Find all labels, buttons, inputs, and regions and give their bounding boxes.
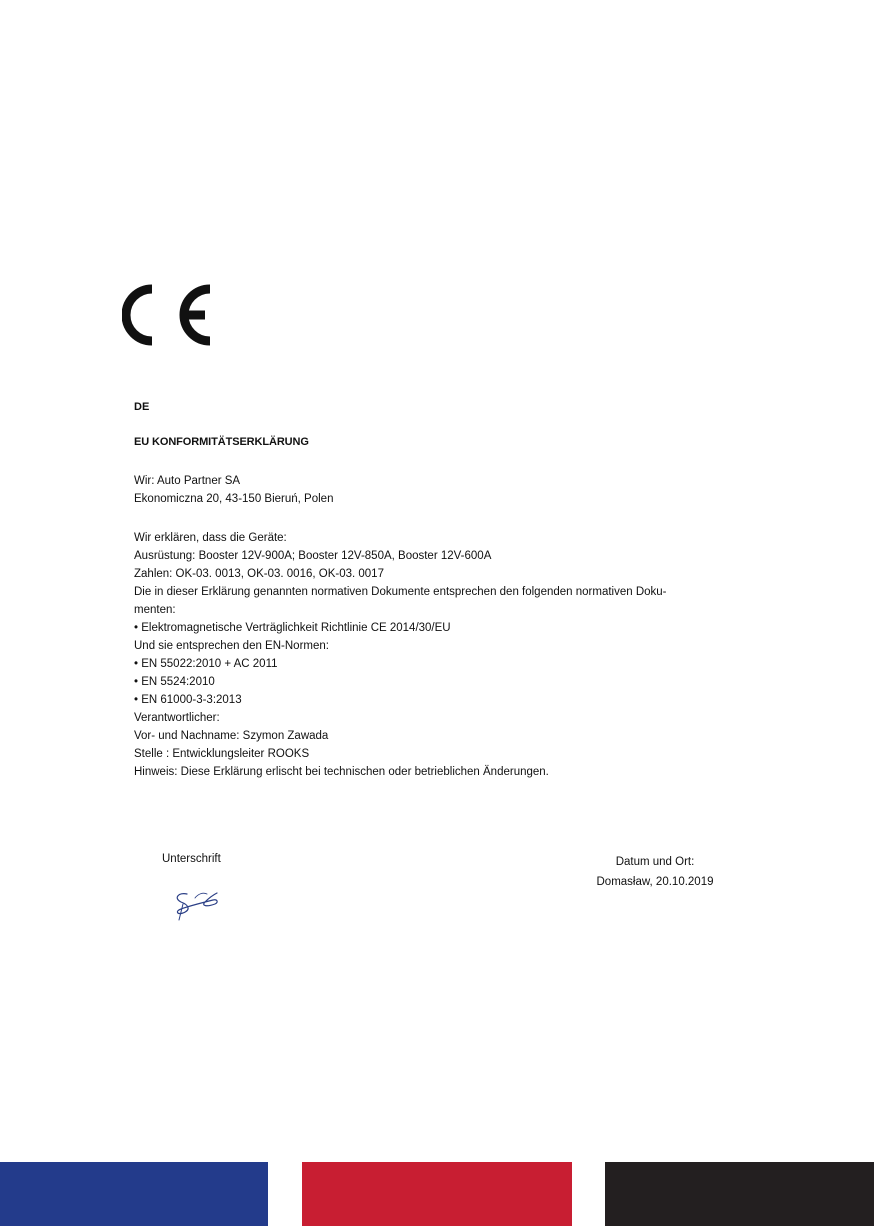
body-line-intro: Wir erklären, dass die Geräte: (134, 532, 287, 544)
body-line-normative: Die in dieser Erklärung genannten normativen Dokumente entsprechen den folgenden normativen Doku- (134, 586, 667, 598)
document-title: EU KONFORMITÄTSERKLÄRUNG (134, 436, 309, 448)
ce-marking-logo (122, 281, 218, 349)
body-line-notice: Hinweis: Diese Erklärung erlischt bei technischen oder betrieblichen Änderungen. (134, 766, 549, 778)
language-code: DE (134, 401, 150, 413)
body-line-en-intro: Und sie entsprechen den EN-Normen: (134, 640, 329, 652)
body-line-normative-cont: menten: (134, 604, 176, 616)
body-line-position: Stelle : Entwicklungsleiter ROOKS (134, 748, 310, 760)
handwritten-signature (165, 880, 225, 922)
manufacturer-name: Wir: Auto Partner SA (134, 475, 241, 487)
body-line-equipment: Ausrüstung: Booster 12V-900A; Booster 12V-850A, Booster 12V-600A (134, 550, 492, 562)
date-label: Datum und Ort: (615, 856, 695, 868)
body-line-name: Vor- und Nachname: Szymon Zawada (134, 730, 329, 742)
signature-label: Unterschrift (162, 853, 221, 865)
manufacturer-address: Ekonomiczna 20, 43-150 Bieruń, Polen (134, 493, 334, 505)
body-line-standard: • EN 55022:2010 + AC 2011 (134, 658, 278, 670)
date-value: Domasław, 20.10.2019 (596, 876, 714, 888)
body-line-standard: • EN 5524:2010 (134, 676, 215, 688)
footer-bar-black (605, 1162, 874, 1226)
footer-bar-blue (0, 1162, 268, 1226)
body-line-directive: • Elektromagnetische Verträglichkeit Richtlinie CE 2014/30/EU (134, 622, 451, 634)
footer-bar-red (302, 1162, 572, 1226)
body-line-responsible: Verantwortlicher: (134, 712, 220, 724)
body-line-standard: • EN 61000-3-3:2013 (134, 694, 242, 706)
body-line-numbers: Zahlen: OK-03. 0013, OK-03. 0016, OK-03. 0017 (134, 568, 384, 580)
